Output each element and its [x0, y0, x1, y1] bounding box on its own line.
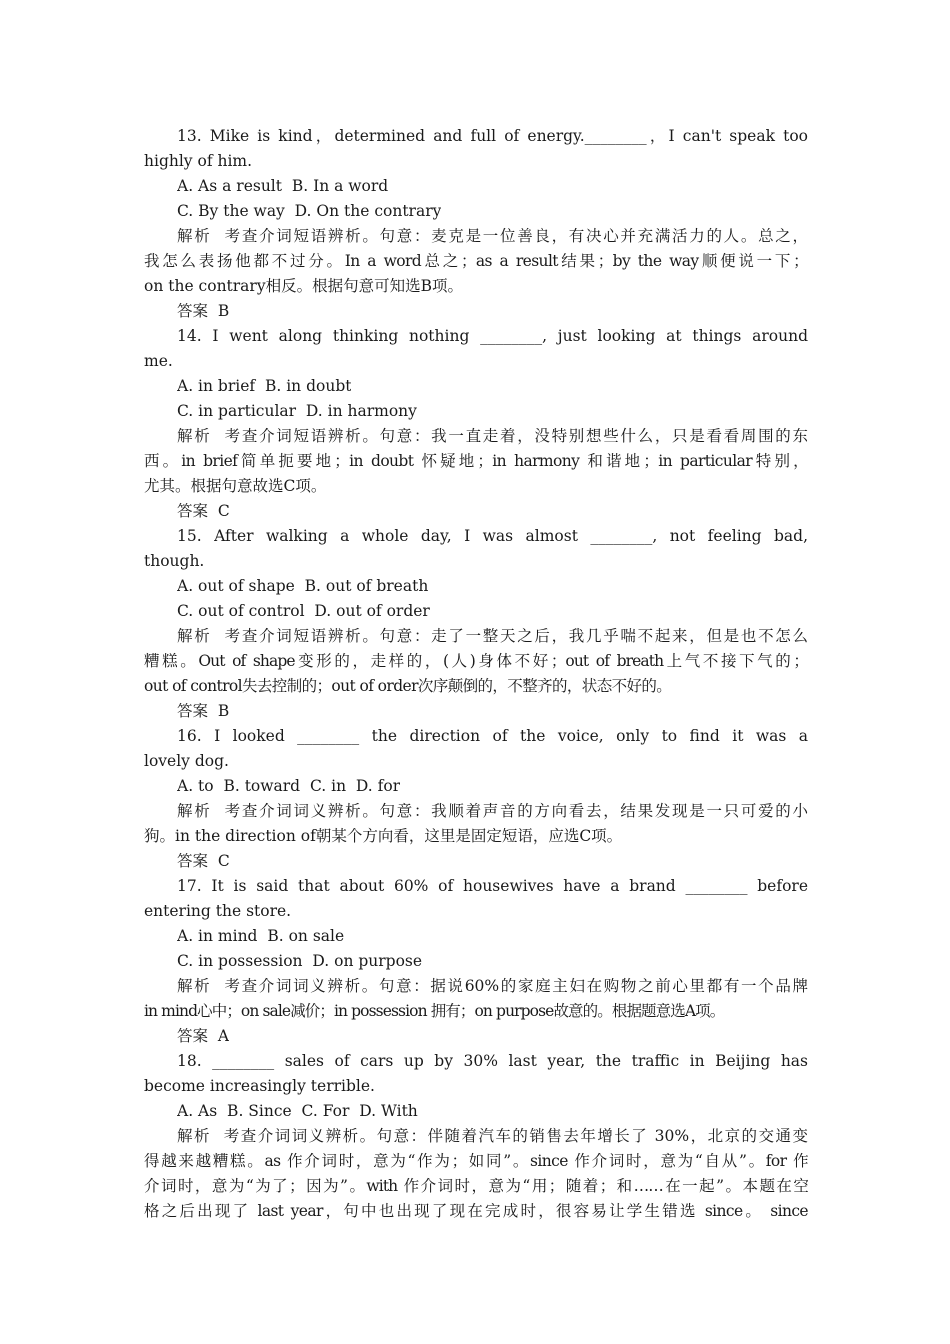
question-13-analysis-line-1: 解析 考查介词短语辨析。句意：麦克是一位善良，有决心并充满活力的人。总之，: [177, 227, 808, 245]
question-13-stem-line-1: 13. Mike is kind，determined and full of energy.________，I can't speak too: [177, 127, 808, 145]
question-17-stem-line-1: 17. It is said that about 60% of housewives have a brand ________ before: [177, 877, 808, 895]
question-17-analysis-line-2: in mind心中；on sale减价；in possession 拥有；on purpose故意的。根据题意选A项。: [144, 1002, 725, 1020]
question-14-answer: 答案 C: [177, 502, 230, 520]
question-17-options-cd: C. in possession D. on purpose: [177, 952, 423, 970]
question-13-options-cd: C. By the way D. On the contrary: [177, 202, 442, 220]
question-13-answer: 答案 B: [177, 302, 230, 320]
question-16-answer: 答案 C: [177, 852, 230, 870]
question-18-analysis-line-4: 格之后出现了 last year，句中也出现了现在完成时，很容易让学生错选 since。 since: [144, 1202, 808, 1220]
question-15-analysis-line-3: out of control失去控制的；out of order次序颠倒的，不整齐的，状态不好的。: [144, 677, 672, 695]
question-13-options-ab: A. As a result B. In a word: [177, 177, 389, 195]
question-18-stem-line-2: become increasingly terrible.: [144, 1077, 375, 1095]
question-14-analysis-line-1: 解析 考查介词短语辨析。句意：我一直走着，没特别想些什么，只是看看周围的东: [177, 427, 808, 445]
question-17-analysis-line-1: 解析 考查介词词义辨析。句意：据说60%的家庭主妇在购物之前心里都有一个品牌: [177, 977, 808, 995]
question-15-stem-line-1: 15. After walking a whole day, I was almost ________, not feeling bad,: [177, 527, 808, 545]
question-14-stem-line-1: 14. I went along thinking nothing ________, just looking at things around: [177, 327, 808, 345]
question-17-options-ab: A. in mind B. on sale: [177, 927, 345, 945]
question-14-stem-line-2: me.: [144, 352, 173, 370]
question-13-analysis-line-3: on the contrary相反。根据句意可知选B项。: [144, 277, 463, 295]
question-16-options: A. to B. toward C. in D. for: [177, 777, 401, 795]
question-15-answer: 答案 B: [177, 702, 230, 720]
question-15-options-cd: C. out of control D. out of order: [177, 602, 430, 620]
question-18-analysis-line-1: 解析 考查介词词义辨析。句意：伴随着汽车的销售去年增长了 30%，北京的交通变: [177, 1127, 808, 1145]
question-18-analysis-line-2: 得越来越糟糕。as 作介词时，意为“作为；如同”。since 作介词时，意为“自从”。for 作: [144, 1152, 808, 1170]
question-13-analysis-line-2: 我怎么表扬他都不过分。In a word总之；as a result结果；by the way顺便说一下；: [144, 252, 808, 270]
question-14-analysis-line-2: 西。in brief简单扼要地；in doubt 怀疑地；in harmony 和谐地；in particular特别，: [144, 452, 808, 470]
question-14-options-cd: C. in particular D. in harmony: [177, 402, 417, 420]
question-15-analysis-line-2: 糟糕。Out of shape变形的，走样的，(人)身体不好；out of breath上气不接下气的；: [144, 652, 808, 670]
question-16-analysis-line-1: 解析 考查介词词义辨析。句意：我顺着声音的方向看去，结果发现是一只可爱的小: [177, 802, 808, 820]
question-14-options-ab: A. in brief B. in doubt: [177, 377, 352, 395]
question-17-stem-line-2: entering the store.: [144, 902, 292, 920]
question-17-answer: 答案 A: [177, 1027, 230, 1045]
question-16-stem-line-2: lovely dog.: [144, 752, 229, 770]
question-18-analysis-line-3: 介词时，意为“为了；因为”。with 作介词时，意为“用；随着；和……在一起”。本题在空: [144, 1177, 808, 1195]
question-16-analysis-line-2: 狗。in the direction of朝某个方向看，这里是固定短语，应选C项。: [144, 827, 623, 845]
question-15-stem-line-2: though.: [144, 552, 205, 570]
question-14-analysis-line-3: 尤其。根据句意故选C项。: [144, 477, 327, 495]
question-13-stem-line-2: highly of him.: [144, 152, 253, 170]
question-15-analysis-line-1: 解析 考查介词短语辨析。句意：走了一整天之后，我几乎喘不起来，但是也不怎么: [177, 627, 808, 645]
question-15-options-ab: A. out of shape B. out of breath: [177, 577, 429, 595]
question-16-stem-line-1: 16. I looked ________ the direction of the voice, only to find it was a: [177, 727, 808, 745]
question-18-options: A. As B. Since C. For D. With: [177, 1102, 418, 1120]
question-18-stem-line-1: 18. ________ sales of cars up by 30% last year, the traffic in Beijing has: [177, 1052, 808, 1070]
